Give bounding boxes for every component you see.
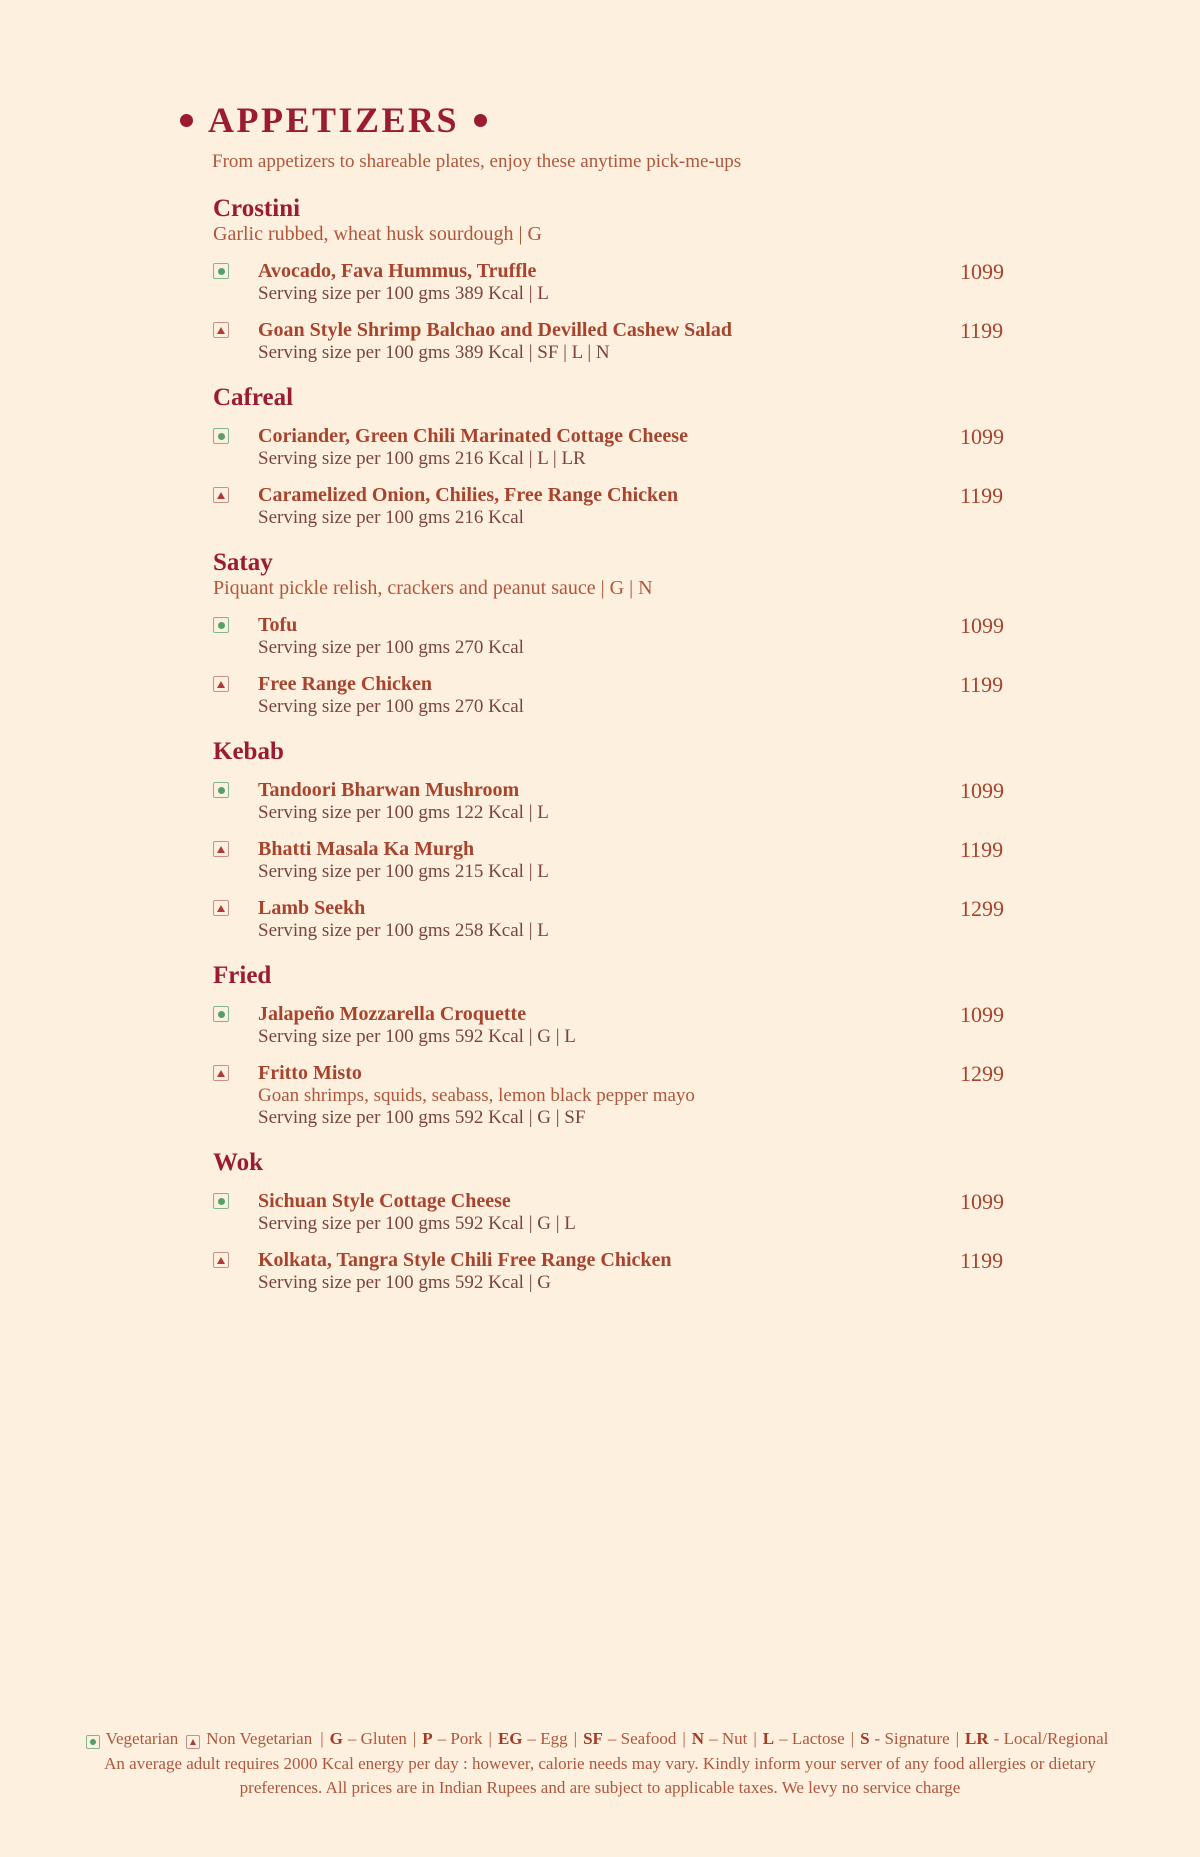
legend-separator: |: [412, 1729, 417, 1748]
veg-dot: [218, 268, 225, 275]
section-title: Cafreal: [213, 384, 294, 411]
diet-icon-column: [213, 614, 258, 633]
menu-section-kebab: [213, 738, 1007, 942]
legend-separator: |: [753, 1729, 757, 1748]
legend-separator: |: [682, 1729, 686, 1748]
item-name: Free Range Chicken: [258, 673, 433, 695]
diet-icon-column: [213, 673, 258, 692]
non-veg-triangle: [217, 1070, 225, 1077]
item-text: [258, 1249, 960, 1294]
legend-separator: |: [488, 1729, 492, 1748]
diet-icon-column: [213, 1003, 258, 1022]
item-price: 1099: [960, 778, 1004, 803]
diet-icon-column: [213, 1249, 258, 1268]
section-title: Fried: [213, 962, 272, 989]
item-price: 1099: [960, 259, 1004, 284]
legend-code-label: – Egg: [527, 1729, 568, 1748]
non-veg-triangle: [217, 905, 225, 912]
item-price: 1199: [960, 837, 1004, 862]
menu-item: [213, 484, 1007, 529]
menu-item: [213, 1003, 1007, 1048]
legend-code-label: – Nut: [709, 1729, 748, 1748]
non-veg-icon: [213, 322, 229, 338]
item-text: [258, 614, 960, 659]
diet-icon-column: [213, 484, 258, 503]
section-subtitle: Piquant pickle relish, crackers and peanut sauce | G | N: [213, 577, 653, 599]
menu-section-cafreal: [213, 384, 1007, 529]
diet-icon-column: [213, 1062, 258, 1081]
diet-icon-column: [213, 779, 258, 798]
menu-item: [213, 614, 1007, 659]
legend-code: LR: [965, 1729, 989, 1748]
footer-note-line2: preferences. All prices are in Indian Rupees and are subject to applicable taxes. We levy no service charge: [239, 1778, 961, 1797]
legend-separator: |: [955, 1729, 960, 1748]
diet-icon-column: [213, 425, 258, 444]
item-serving: Serving size per 100 gms 270 Kcal: [258, 637, 524, 658]
item-name: Bhatti Masala Ka Murgh: [258, 838, 475, 860]
menu-item: [213, 425, 1007, 470]
menu-section-satay: [213, 549, 1007, 718]
non-veg-icon: [213, 1065, 229, 1081]
legend-code: EG: [497, 1729, 523, 1748]
item-price: 1099: [960, 613, 1004, 638]
veg-icon: [213, 263, 229, 279]
section-subtitle: Garlic rubbed, wheat husk sourdough | G: [213, 223, 542, 245]
item-text: [258, 1003, 960, 1048]
item-name: Jalapeño Mozzarella Croquette: [258, 1003, 527, 1025]
legend-code-label: - Local/Regional: [993, 1729, 1109, 1748]
legend-code-label: – Pork: [437, 1729, 483, 1748]
veg-dot: [218, 787, 225, 794]
veg-dot: [218, 622, 225, 629]
non-veg-icon: [213, 487, 229, 503]
diet-icon-column: [213, 260, 258, 279]
menu-item: [213, 260, 1007, 305]
item-name: Tandoori Bharwan Mushroom: [258, 779, 520, 801]
menu-footer: [0, 1727, 1200, 1799]
item-text: [258, 260, 960, 305]
item-serving: Serving size per 100 gms 389 Kcal | SF | L | N: [258, 342, 610, 363]
diet-icon-column: [213, 838, 258, 857]
item-serving: Serving size per 100 gms 270 Kcal: [258, 696, 524, 717]
footer-note-line1: An average adult requires 2000 Kcal energy per day : however, calorie needs may vary. Kindly inform your server of any food allergies or dietary: [104, 1754, 1096, 1773]
legend-veg-label: Vegetarian: [105, 1729, 179, 1748]
menu-item: [213, 779, 1007, 824]
item-text: [258, 897, 960, 942]
veg-dot: [218, 1198, 225, 1205]
item-text: [258, 425, 960, 470]
item-name: Lamb Seekh: [258, 897, 366, 919]
legend-code-label: - Signature: [874, 1729, 950, 1748]
non-veg-triangle: [217, 1257, 225, 1264]
veg-icon: [213, 782, 229, 798]
item-serving: Serving size per 100 gms 258 Kcal | L: [258, 920, 549, 941]
non-veg-icon: [213, 841, 229, 857]
non-veg-triangle: [217, 681, 225, 688]
section-title: Kebab: [213, 738, 284, 765]
item-serving: Serving size per 100 gms 216 Kcal: [258, 507, 524, 528]
legend: [0, 1727, 1200, 1751]
item-name: Avocado, Fava Hummus, Truffle: [258, 260, 537, 282]
menu-item: [213, 673, 1007, 718]
menu-item: [213, 1062, 1007, 1129]
page-title-text: APPETIZERS: [208, 100, 460, 140]
menu-item: [213, 838, 1007, 883]
menu-sections: [213, 195, 1007, 1294]
menu-section-wok: [213, 1149, 1007, 1294]
item-name: Kolkata, Tangra Style Chili Free Range Chicken: [258, 1249, 672, 1271]
menu-header: [180, 100, 1200, 173]
diet-icon-column: [213, 1190, 258, 1209]
item-price: 1099: [960, 424, 1004, 449]
veg-icon: [86, 1735, 100, 1749]
legend-code-label: – Lactose: [779, 1729, 845, 1748]
menu-section-crostini: [213, 195, 1007, 364]
item-description: Goan shrimps, squids, seabass, lemon black pepper mayo: [258, 1085, 695, 1106]
item-text: [258, 673, 960, 718]
veg-icon: [213, 428, 229, 444]
item-text: [258, 484, 960, 529]
item-price: 1199: [960, 483, 1004, 508]
item-serving: Serving size per 100 gms 592 Kcal | G: [258, 1272, 551, 1293]
legend-separator: |: [850, 1729, 855, 1748]
item-name: Sichuan Style Cottage Cheese: [258, 1190, 511, 1212]
item-name: Coriander, Green Chili Marinated Cottage Cheese: [258, 425, 688, 447]
legend-code: SF: [583, 1729, 603, 1748]
non-veg-icon: [213, 1252, 229, 1268]
item-text: [258, 838, 960, 883]
veg-icon: [213, 617, 229, 633]
veg-icon: [213, 1006, 229, 1022]
veg-icon: [213, 1193, 229, 1209]
diet-icon-column: [213, 897, 258, 916]
item-name: Fritto Misto: [258, 1062, 362, 1084]
item-text: [258, 779, 960, 824]
legend-code: G: [329, 1729, 343, 1748]
page-title: [180, 100, 1200, 141]
item-price: 1099: [960, 1189, 1004, 1214]
item-price: 1199: [960, 672, 1004, 697]
non-veg-triangle: [190, 1739, 196, 1745]
non-veg-icon: [186, 1735, 200, 1749]
menu-section-fried: [213, 962, 1007, 1129]
legend-code: S: [860, 1729, 870, 1748]
legend-code: P: [422, 1729, 433, 1748]
item-price: 1199: [960, 318, 1004, 343]
item-text: [258, 319, 960, 364]
menu-item: [213, 1249, 1007, 1294]
item-serving: Serving size per 100 gms 122 Kcal | L: [258, 802, 549, 823]
menu-item: [213, 1190, 1007, 1235]
item-price: 1299: [960, 896, 1004, 921]
legend-code: N: [691, 1729, 705, 1748]
item-text: [258, 1190, 960, 1235]
non-veg-icon: [213, 900, 229, 916]
veg-dot: [218, 433, 225, 440]
legend-nonveg-label: Non Vegetarian: [206, 1729, 313, 1748]
item-serving: Serving size per 100 gms 592 Kcal | G | L: [258, 1213, 576, 1234]
page-subtitle: From appetizers to shareable plates, enjoy these anytime pick-me-ups: [212, 151, 742, 172]
legend-separator: |: [573, 1729, 578, 1748]
item-name: Caramelized Onion, Chilies, Free Range Chicken: [258, 484, 679, 506]
item-price: 1199: [960, 1248, 1004, 1273]
section-title: Wok: [213, 1149, 264, 1176]
item-serving: Serving size per 100 gms 215 Kcal | L: [258, 861, 549, 882]
item-price: 1299: [960, 1061, 1004, 1086]
bullet-icon: [180, 114, 193, 127]
item-serving: Serving size per 100 gms 592 Kcal | G | SF: [258, 1107, 586, 1128]
item-name: Tofu: [258, 614, 298, 636]
veg-dot: [218, 1011, 225, 1018]
non-veg-triangle: [217, 846, 225, 853]
non-veg-triangle: [217, 492, 225, 499]
section-title: Satay: [213, 549, 273, 576]
item-serving: Serving size per 100 gms 592 Kcal | G | L: [258, 1026, 576, 1047]
diet-icon-column: [213, 319, 258, 338]
non-veg-triangle: [217, 327, 225, 334]
menu-item: [213, 319, 1007, 364]
legend-code: L: [762, 1729, 775, 1748]
menu-item: [213, 897, 1007, 942]
item-serving: Serving size per 100 gms 389 Kcal | L: [258, 283, 549, 304]
legend-code-label: – Seafood: [607, 1729, 677, 1748]
section-title: Crostini: [213, 195, 301, 222]
item-serving: Serving size per 100 gms 216 Kcal | L | LR: [258, 448, 586, 469]
item-name: Goan Style Shrimp Balchao and Devilled Cashew Salad: [258, 319, 732, 341]
veg-dot: [90, 1739, 96, 1745]
item-text: [258, 1062, 960, 1129]
legend-separator: |: [320, 1729, 324, 1748]
legend-code-label: – Gluten: [347, 1729, 407, 1748]
bullet-icon: [474, 114, 487, 127]
non-veg-icon: [213, 676, 229, 692]
item-price: 1099: [960, 1002, 1004, 1027]
